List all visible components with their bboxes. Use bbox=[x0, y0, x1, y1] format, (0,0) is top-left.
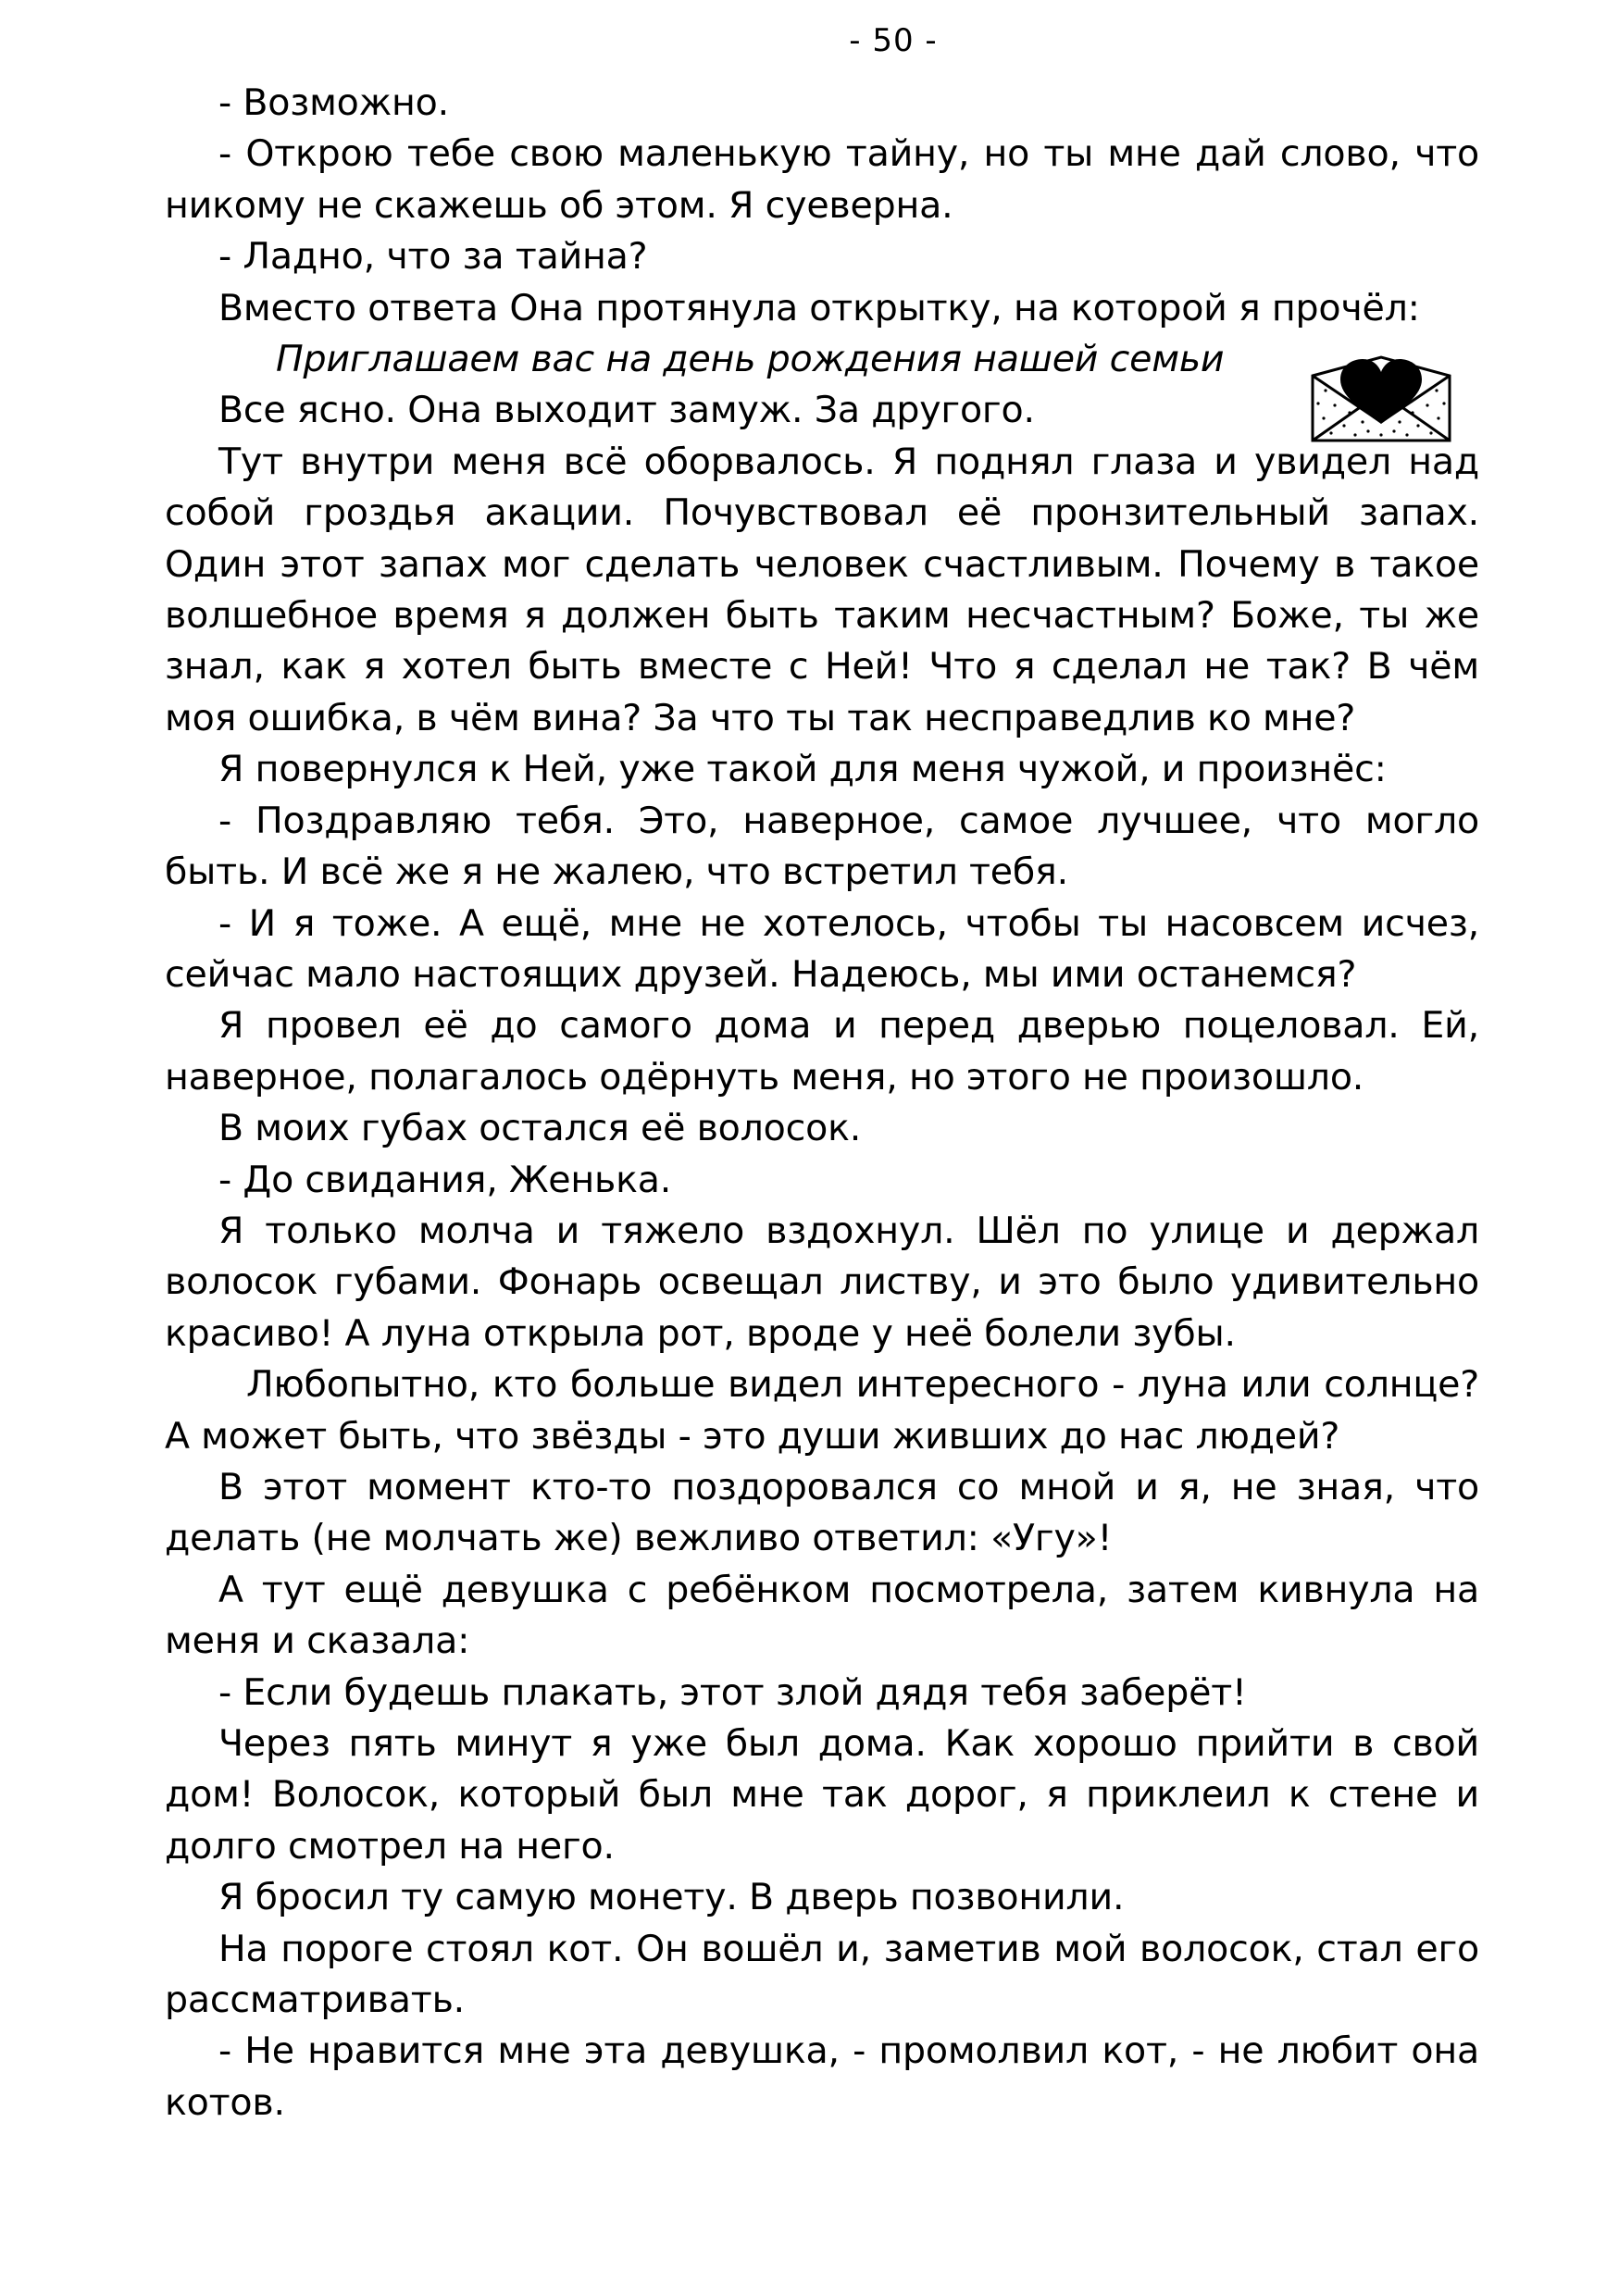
paragraph: - До свидания, Женька. bbox=[218, 1158, 672, 1201]
paragraph: На пороге стоял кот. Он вошёл и, заметив мой волосок, стал его рассматривать. bbox=[165, 1927, 1479, 2022]
paragraph: Я только молча и тяжело вздохнул. Шёл по улице и держал волосок губами. Фонарь освещал листву, и это было удивительно красиво! А луна открыла рот, вроде у неё болели зубы. bbox=[165, 1209, 1479, 1355]
paragraph: Я бросил ту самую монету. В дверь позвонили. bbox=[218, 1876, 1125, 1919]
paragraph: Через пять минут я уже был дома. Как хорошо прийти в свой дом! Волосок, который был мне так дорог, я приклеил к стене и долго смотрел на него. bbox=[165, 1722, 1479, 1868]
paragraph: Все ясно. Она выходит замуж. За другого. bbox=[218, 389, 1035, 432]
paragraph: - Поздравляю тебя. Это, наверное, самое лучшее, что могло быть. И всё же я не жалею, что встретил тебя. bbox=[165, 799, 1479, 894]
paragraph: - Возможно. bbox=[218, 81, 449, 124]
paragraph: Я провел её до самого дома и перед дверью поцеловал. Ей, наверное, полагалось одёрнуть меня, но этого не произошло. bbox=[165, 1004, 1479, 1098]
paragraph: В этот момент кто-то поздоровался со мной и я, не зная, что делать (не молчать же) вежливо ответил: «Угу»! bbox=[165, 1465, 1479, 1560]
invitation-text: Приглашаем вас на день рождения нашей семьи bbox=[276, 338, 1225, 381]
page-number: - 50 - bbox=[849, 22, 938, 59]
paragraph: В моих губах остался её волосок. bbox=[218, 1107, 862, 1150]
text-body bbox=[165, 78, 1479, 2128]
paragraph: Тут внутри меня всё оборвалось. Я поднял глаза и увидел над собой гроздья акации. Почувствовал её пронзительный запах. Один этот запах мог сделать человек счастливым. Почему в такое волшебное время я должен быть таким несчастным? Боже, ты же знал, как я хотел быть вместе с Ней! Что я сделал не так? В чём моя ошибка, в чём вина? За что ты так несправедлив ко мне? bbox=[165, 440, 1479, 739]
paragraph: - Не нравится мне эта девушка, - промолвил кот, - не любит она котов. bbox=[165, 2029, 1479, 2124]
paragraph: Любопытно, кто больше видел интересного - луна или солнце? А может быть, что звёзды - это души живших до нас людей? bbox=[165, 1363, 1479, 1458]
paragraph: - Ладно, что за тайна? bbox=[218, 235, 648, 279]
paragraph: А тут ещё девушка с ребёнком посмотрела, затем кивнула на меня и сказала: bbox=[165, 1568, 1479, 1663]
paragraph: - Открою тебе свою маленькую тайну, но ты мне дай слово, что никому не скажешь об этом. Я суеверна. bbox=[165, 132, 1479, 227]
paragraph: Вместо ответа Она протянула открытку, на которой я прочёл: bbox=[218, 286, 1420, 329]
envelope-heart-icon bbox=[1307, 344, 1455, 444]
paragraph: - Если будешь плакать, этот злой дядя тебя заберёт! bbox=[218, 1670, 1247, 1714]
paragraph: Я повернулся к Ней, уже такой для меня чужой, и произнёс: bbox=[218, 748, 1387, 791]
paragraph: - И я тоже. А ещё, мне не хотелось, чтобы ты насовсем исчез, сейчас мало настоящих друзей. Надеюсь, мы ими останемся? bbox=[165, 901, 1479, 996]
